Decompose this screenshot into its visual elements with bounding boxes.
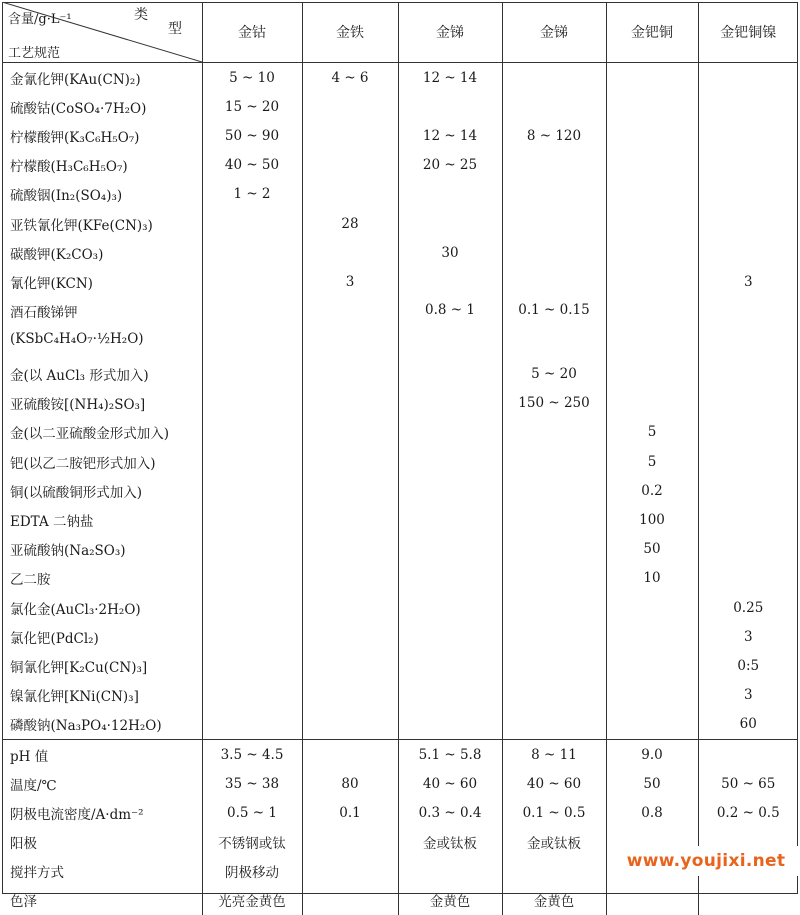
- table-cell: 40 ~ 60: [502, 769, 606, 798]
- row-label: [2, 710, 202, 740]
- row-label: [2, 238, 202, 267]
- table-cell: [698, 121, 798, 150]
- table-cell: [302, 651, 398, 680]
- table-cell: 8 ~ 11: [502, 739, 606, 769]
- row-label: [2, 857, 202, 886]
- table-cell: [502, 180, 606, 209]
- table-cell: [606, 267, 698, 296]
- table-cell: [302, 681, 398, 710]
- table-cell: 8 ~ 120: [502, 121, 606, 150]
- table-cell: [302, 828, 398, 857]
- table-cell: [502, 92, 606, 121]
- table-cell: [202, 564, 302, 593]
- table-cell: [698, 360, 798, 389]
- row-label-text: 温度/℃: [10, 777, 57, 794]
- header-type-char2: 型: [168, 21, 182, 37]
- table-cell: [606, 886, 698, 915]
- table-cell: [202, 505, 302, 534]
- row-label-text: 铜(以硫酸铜形式加入): [10, 484, 143, 501]
- row-label-text: pH 值: [10, 748, 49, 765]
- table-cell: 0.1 ~ 0.15: [502, 297, 606, 360]
- table-cell: 金或钛板: [398, 828, 502, 857]
- table-row: [2, 92, 798, 121]
- table-cell: [502, 209, 606, 238]
- table-cell: [202, 651, 302, 680]
- row-label-text: 硫酸铟(In₂(SO₄)₃): [10, 188, 123, 205]
- table-cell: [302, 297, 398, 360]
- row-label-text: 柠檬酸钾(K₃C₆H₅O₇): [10, 129, 140, 146]
- row-label-text: 柠檬酸(H₃C₆H₅O₇): [10, 159, 128, 176]
- table-cell: [202, 418, 302, 447]
- table-cell: 35 ~ 38: [202, 769, 302, 798]
- table-cell: [606, 710, 698, 740]
- table-row: [2, 681, 798, 710]
- header-diagonal-cell: [2, 2, 202, 63]
- col-header-gold-iron: 金铁: [302, 2, 398, 63]
- table-row: [2, 389, 798, 418]
- row-label: [2, 209, 202, 238]
- row-label-text: 搅拌方式: [10, 865, 64, 882]
- table-cell: 0.1 ~ 0.5: [502, 798, 606, 827]
- table-cell: [398, 92, 502, 121]
- table-cell: [698, 564, 798, 593]
- table-row: [2, 63, 798, 93]
- table-cell: 3: [698, 681, 798, 710]
- table-cell: [502, 418, 606, 447]
- table-cell: [302, 564, 398, 593]
- row-label: [2, 593, 202, 622]
- table-row: [2, 564, 798, 593]
- table-cell: [502, 564, 606, 593]
- row-label: [2, 476, 202, 505]
- table-cell: 80: [302, 769, 398, 798]
- row-label-text: 金(以二亚硫酸金形式加入): [10, 426, 170, 443]
- row-label-text: 氯化钯(PdCl₂): [10, 630, 99, 647]
- row-label-text: 亚硫酸钠(Na₂SO₃): [10, 543, 126, 560]
- table-row: [2, 798, 798, 827]
- table-cell: 9.0: [606, 739, 698, 769]
- row-label: [2, 564, 202, 593]
- table-cell: 金黄色: [502, 886, 606, 915]
- table-cell: 12 ~ 14: [398, 121, 502, 150]
- table-cell: [606, 121, 698, 150]
- table-cell: [606, 151, 698, 180]
- row-label-text: 磷酸钠(Na₃PO₄·12H₂O): [10, 718, 162, 735]
- table-cell: [606, 651, 698, 680]
- table-cell: [302, 710, 398, 740]
- header-row: [2, 2, 798, 63]
- table-cell: [202, 238, 302, 267]
- table-cell: [698, 180, 798, 209]
- table-cell: 3: [698, 622, 798, 651]
- table-cell: [502, 857, 606, 886]
- row-label-text: 色泽: [10, 894, 37, 911]
- table-cell: [606, 209, 698, 238]
- table-cell: [698, 209, 798, 238]
- table-cell: [698, 151, 798, 180]
- header-content-label: 含量/g·L⁻¹: [8, 12, 72, 27]
- table-cell: 光亮金黄色: [202, 886, 302, 915]
- table-row: [2, 651, 798, 680]
- table-cell: [302, 739, 398, 769]
- table-cell: [502, 651, 606, 680]
- table-cell: [202, 389, 302, 418]
- row-label-text: 酒石酸锑钾: [10, 304, 78, 321]
- table-cell: [502, 267, 606, 296]
- table-cell: [302, 180, 398, 209]
- table-cell: [698, 886, 798, 915]
- table-cell: 30: [398, 238, 502, 267]
- table-row: [2, 739, 798, 769]
- table-cell: [698, 389, 798, 418]
- table-cell: 金黄色: [398, 886, 502, 915]
- table-row: [2, 151, 798, 180]
- table-cell: [302, 505, 398, 534]
- table-cell: [502, 151, 606, 180]
- table-row: [2, 505, 798, 534]
- table-cell: 28: [302, 209, 398, 238]
- table-cell: 20 ~ 25: [398, 151, 502, 180]
- row-label: [2, 828, 202, 857]
- table-cell: [502, 681, 606, 710]
- table-cell: 0.1: [302, 798, 398, 827]
- table-cell: [202, 360, 302, 389]
- table-row: [2, 267, 798, 296]
- table-cell: [398, 209, 502, 238]
- row-label-text: 金氰化钾(KAu(CN)₂): [10, 71, 141, 88]
- table-cell: [606, 180, 698, 209]
- table-row: [2, 593, 798, 622]
- row-label: [2, 739, 202, 769]
- table-cell: 5 ~ 10: [202, 63, 302, 93]
- header-type-char1: 类: [134, 7, 148, 23]
- row-label-text: 亚硫酸铵[(NH₄)₂SO₃]: [10, 397, 146, 414]
- row-label-text: 碳酸钾(K₂CO₃): [10, 246, 104, 263]
- table-cell: 0.25: [698, 593, 798, 622]
- table-row: [2, 447, 798, 476]
- table-cell: 40 ~ 50: [202, 151, 302, 180]
- table-cell: [502, 447, 606, 476]
- table-cell: [606, 622, 698, 651]
- table-cell: 金或钛板: [502, 828, 606, 857]
- table-cell: [398, 681, 502, 710]
- table-cell: [398, 710, 502, 740]
- table-cell: 50: [606, 769, 698, 798]
- table-row: [2, 418, 798, 447]
- table-cell: 12 ~ 14: [398, 63, 502, 93]
- table-cell: [698, 92, 798, 121]
- table-cell: [606, 63, 698, 93]
- table-cell: 5: [606, 447, 698, 476]
- row-label: [2, 622, 202, 651]
- table-cell: [502, 238, 606, 267]
- table-cell: [202, 710, 302, 740]
- col-header-gold-palladium-copper: 金钯铜: [606, 2, 698, 63]
- table-cell: 0.2 ~ 0.5: [698, 798, 798, 827]
- row-label: [2, 886, 202, 915]
- table-cell: [606, 92, 698, 121]
- table-cell: [302, 121, 398, 150]
- row-label: [2, 418, 202, 447]
- row-label: [2, 681, 202, 710]
- table-cell: [202, 593, 302, 622]
- table-cell: [398, 476, 502, 505]
- table-cell: [302, 238, 398, 267]
- table-row: [2, 180, 798, 209]
- table-cell: [302, 622, 398, 651]
- table-cell: 3.5 ~ 4.5: [202, 739, 302, 769]
- table-cell: 0.3 ~ 0.4: [398, 798, 502, 827]
- col-header-gold-antimony-2: 金锑: [502, 2, 606, 63]
- table-cell: 0.8: [606, 798, 698, 827]
- table-cell: [606, 593, 698, 622]
- table-cell: 40 ~ 60: [398, 769, 502, 798]
- table-cell: 50 ~ 65: [698, 769, 798, 798]
- row-label-text: EDTA 二钠盐: [10, 514, 94, 531]
- table-row: [2, 622, 798, 651]
- row-label: [2, 389, 202, 418]
- table-cell: [502, 63, 606, 93]
- table-cell: [606, 238, 698, 267]
- row-label-text: 硫酸钴(CoSO₄·7H₂O): [10, 100, 147, 117]
- table-cell: 50 ~ 90: [202, 121, 302, 150]
- table-cell: [398, 505, 502, 534]
- row-label-text: 镍氰化钾[KNi(CN)₃]: [10, 689, 139, 706]
- table-cell: [202, 476, 302, 505]
- table-row: [2, 710, 798, 740]
- col-header-gold-cobalt: 金钴: [202, 2, 302, 63]
- table-cell: [398, 564, 502, 593]
- table-cell: [202, 447, 302, 476]
- row-label: [2, 297, 202, 360]
- table-cell: [698, 739, 798, 769]
- table-cell: [502, 710, 606, 740]
- table-row: [2, 360, 798, 389]
- row-label: [2, 267, 202, 296]
- table-cell: 100: [606, 505, 698, 534]
- table-cell: [202, 622, 302, 651]
- table-cell: 4 ~ 6: [302, 63, 398, 93]
- table-cell: [302, 418, 398, 447]
- row-label-text: 阴极电流密度/A·dm⁻²: [10, 806, 144, 823]
- table-cell: [398, 180, 502, 209]
- table-cell: [398, 651, 502, 680]
- row-label: [2, 798, 202, 827]
- table-row: [2, 238, 798, 267]
- watermark: www.youjixi.net: [614, 846, 798, 876]
- table-cell: 阴极移动: [202, 857, 302, 886]
- table-cell: [302, 389, 398, 418]
- table-cell: [398, 622, 502, 651]
- row-label-text: 钯(以乙二胺钯形式加入): [10, 455, 156, 472]
- table-cell: [398, 535, 502, 564]
- table-cell: 5 ~ 20: [502, 360, 606, 389]
- table-cell: [398, 389, 502, 418]
- table-cell: 0.5 ~ 1: [202, 798, 302, 827]
- table-cell: [302, 857, 398, 886]
- table-cell: 10: [606, 564, 698, 593]
- row-label: [2, 151, 202, 180]
- table-cell: [302, 476, 398, 505]
- table-cell: [302, 360, 398, 389]
- table-cell: [606, 389, 698, 418]
- table-cell: 0.8 ~ 1: [398, 297, 502, 360]
- table-cell: [302, 535, 398, 564]
- row-label: [2, 360, 202, 389]
- table-cell: 3: [302, 267, 398, 296]
- table-cell: [698, 238, 798, 267]
- table-cell: [398, 267, 502, 296]
- row-label-text: 金(以 AuCl₃ 形式加入): [10, 368, 149, 385]
- table-row: [2, 121, 798, 150]
- row-label-text: 亚铁氰化钾(KFe(CN)₃): [10, 217, 153, 234]
- table-cell: [398, 857, 502, 886]
- row-label: [2, 92, 202, 121]
- table-cell: [202, 209, 302, 238]
- row-label: [2, 651, 202, 680]
- table-cell: 150 ~ 250: [502, 389, 606, 418]
- table-cell: 不锈钢或钛: [202, 828, 302, 857]
- row-label: [2, 447, 202, 476]
- row-label: [2, 180, 202, 209]
- table-cell: [202, 267, 302, 296]
- table-cell: [502, 593, 606, 622]
- table-cell: [606, 360, 698, 389]
- table-row: [2, 297, 798, 360]
- table-cell: [398, 418, 502, 447]
- table-cell: [202, 297, 302, 360]
- table-cell: 0.2: [606, 476, 698, 505]
- row-label: [2, 121, 202, 150]
- col-header-gold-antimony-1: 金锑: [398, 2, 502, 63]
- table-cell: [302, 886, 398, 915]
- table-cell: [398, 360, 502, 389]
- row-label: [2, 505, 202, 534]
- table-cell: [698, 535, 798, 564]
- table-cell: 5: [606, 418, 698, 447]
- row-label-text: 阳极: [10, 836, 37, 853]
- row-label: [2, 535, 202, 564]
- table-cell: [302, 92, 398, 121]
- table-cell: 1 ~ 2: [202, 180, 302, 209]
- table-cell: [398, 593, 502, 622]
- table-row: [2, 769, 798, 798]
- table-cell: [698, 447, 798, 476]
- row-label-text: 氯化金(AuCl₃·2H₂O): [10, 601, 141, 618]
- table-cell: 5.1 ~ 5.8: [398, 739, 502, 769]
- table-cell: [398, 447, 502, 476]
- table-cell: 15 ~ 20: [202, 92, 302, 121]
- table-cell: 60: [698, 710, 798, 740]
- table-row: [2, 886, 798, 915]
- table-cell: [606, 297, 698, 360]
- plating-spec-table: [2, 2, 798, 915]
- row-label: [2, 769, 202, 798]
- row-label: [2, 63, 202, 93]
- table-cell: [698, 63, 798, 93]
- table-cell: [502, 622, 606, 651]
- col-header-gold-palladium-copper-nickel: 金钯铜镍: [698, 2, 798, 63]
- table-cell: [698, 505, 798, 534]
- table-row: [2, 476, 798, 505]
- table-cell: 0:5: [698, 651, 798, 680]
- header-process-label: 工艺规范: [8, 46, 61, 61]
- table-cell: 3: [698, 267, 798, 296]
- table-cell: [202, 681, 302, 710]
- row-label-text-line2: (KSbC₄H₄O₇·½H₂O): [10, 330, 144, 347]
- table-cell: [698, 297, 798, 360]
- table-cell: [698, 418, 798, 447]
- table-cell: [698, 476, 798, 505]
- table-cell: 50: [606, 535, 698, 564]
- table-cell: [502, 476, 606, 505]
- table-cell: [302, 151, 398, 180]
- table-row: [2, 535, 798, 564]
- table-cell: [502, 535, 606, 564]
- table-cell: [606, 681, 698, 710]
- table-cell: [202, 535, 302, 564]
- table-cell: [302, 593, 398, 622]
- table-cell: [302, 447, 398, 476]
- row-label-text: 乙二胺: [10, 572, 51, 589]
- table-row: [2, 209, 798, 238]
- table-cell: [502, 505, 606, 534]
- row-label-text: 铜氰化钾[K₂Cu(CN)₃]: [10, 659, 148, 676]
- row-label-text: 氰化钾(KCN): [10, 275, 93, 292]
